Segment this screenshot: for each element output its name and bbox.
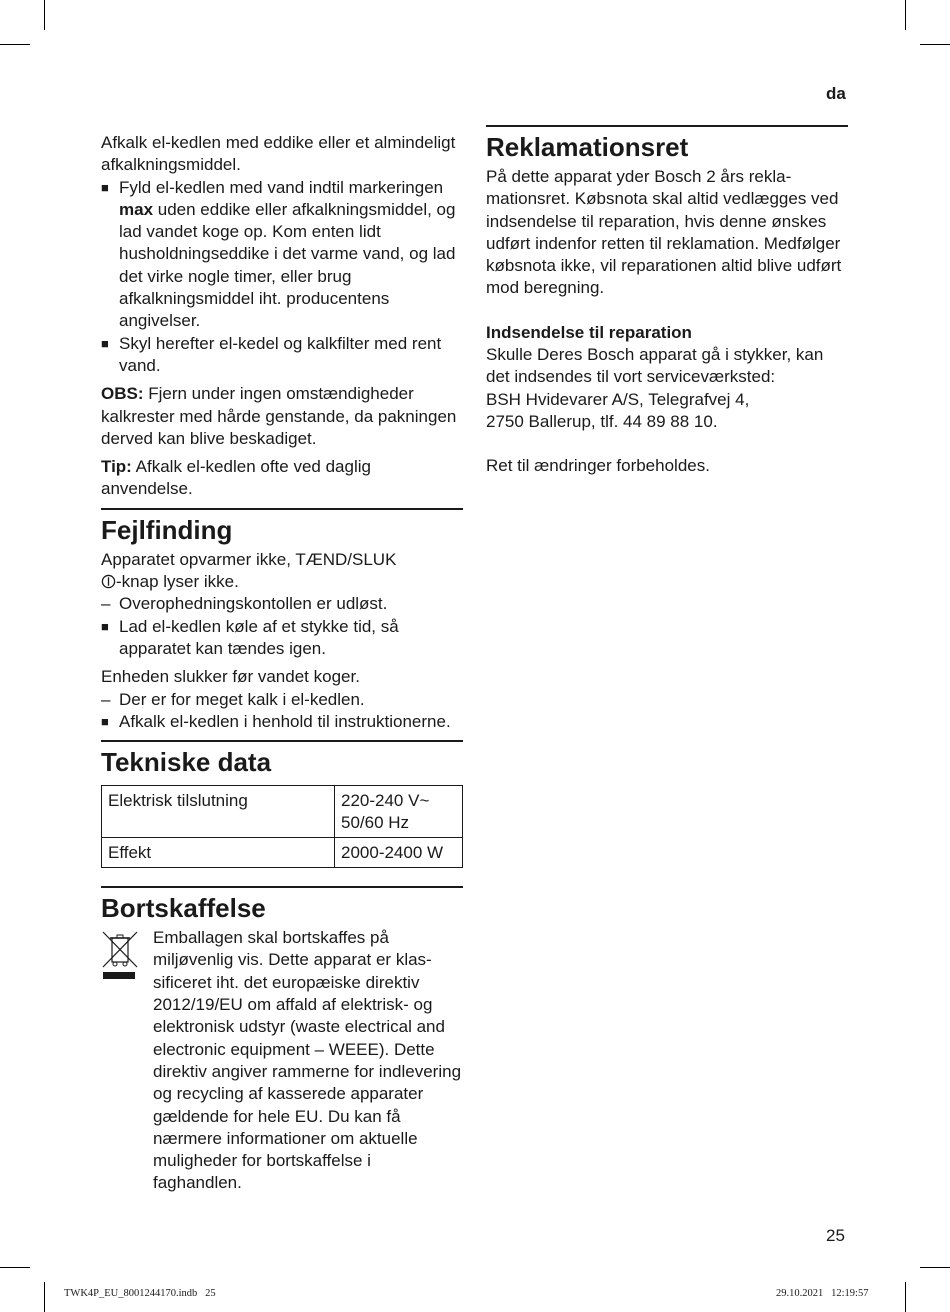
crop-mark [0,1267,30,1268]
sub-heading: Indsendelse til reparation [486,322,692,342]
page-number: 25 [826,1226,845,1245]
square-bullet-icon: ■ [101,713,109,729]
intro-text: Afkalk el-kedlen med eddike eller et almindeligt afkalkningsmiddel. [101,133,456,175]
square-bullet-icon: ■ [101,618,109,634]
crop-mark [905,0,906,30]
dash-bullet: – [101,689,111,709]
address-line: 2750 Ballerup, tlf. 44 89 88 10. [486,411,718,431]
table-row: Effekt 2000-2400 W [102,838,463,868]
crop-mark [920,1267,950,1268]
list-item: ■ Fyld el-kedlen med vand indtil markeringen max uden eddike eller afkalkningsmiddel, og lad vandet koge op. Kom enten lidt husholdningseddike i det varme vand, og lad det virke nogle timer, eller brug afkalkningsmiddel iht. producentens angivelser. [101,177,456,331]
list-item: ■ Skyl herefter el-kedel og kalkfilter med rent vand. [101,333,442,375]
footer-file: TWK4P_EU_8001244170.indb 25 [64,1288,216,1299]
section-heading-bortskaffelse: Bortskaffelse [101,886,463,923]
list-item: – Overophedningskontollen er udløst. [101,593,463,615]
section-heading-reklamationsret: Reklamationsret [486,125,848,162]
disposal-block [101,927,463,1195]
section-heading-tekniske-data: Tekniske data [101,740,463,777]
crop-mark [44,1282,45,1312]
crop-mark [920,44,950,45]
warranty-text: På dette apparat yder Bosch 2 års reklamationsret. Købsnota skal altid vedlægges ved indsendelse til reparation, hvis denne ønskes udført indenfor retten til reklamation. Medfølger købsnota ikke, vil reparationen altid blive udført mod beregning. [486,167,842,298]
footer-date: 29.10.2021 12:19:57 [776,1288,869,1299]
list-item: – Der er for meget kalk i el-kedlen. [101,689,463,711]
disposal-text: Emballagen skal bortskaffes på miljøvenlig vis. Dette apparat er klassificeret iht. det europæiske direktiv 2012/19/EU om affald af elektrisk- og elektronisk udstyr (waste electrical and electronic equipment – WEEE). Dette direktiv angiver rammerne for indlevering og recycling af kasserede apparater gældende for hele EU. Du kan få nærmere informationer om aktuelle muligheder for bortskaffelse i faghandlen. [153,928,462,1193]
square-bullet-icon: ■ [101,335,109,351]
crop-mark [905,1282,906,1312]
disclaimer-text: Ret til ændringer forbeholdes. [486,456,710,476]
fault-description: Enheden slukker før vandet koger. [101,667,360,687]
square-bullet-icon: ■ [101,179,109,195]
crossed-out-bin-icon [101,929,141,983]
repair-text: Skulle Deres Bosch apparat gå i stykker, kan det indsendes til vort serviceværksted: [486,345,824,387]
right-column [486,125,848,478]
crop-mark [0,44,30,45]
tip-note: Tip: Afkalk el-kedlen ofte ved daglig anvendelse. [101,457,371,499]
language-code: da [826,84,846,103]
section-heading-fejlfinding: Fejlfinding [101,508,463,545]
power-icon [101,572,116,591]
table-row: Elektrisk tilslutning 220-240 V~ 50/60 Hz [102,786,463,838]
address-line: BSH Hvidevarer A/S, Telegrafvej 4, [486,389,750,409]
list-item: ■ Lad el-kedlen køle af et stykke tid, så apparatet kan tændes igen. [101,616,399,658]
list-item: ■ Afkalk el-kedlen i henhold til instruktionerne. [101,711,463,733]
tech-data-table [101,785,463,868]
fault-description: Apparatet opvarmer ikke, TÆND/SLUK -knap lyser ikke. [101,549,397,592]
crop-mark [44,0,45,30]
obs-note: OBS: Fjern under ingen omstændigheder kalkrester med hårde genstande, da pakningen derved kan blive beskadiget. [101,384,457,448]
left-column [101,132,463,1195]
dash-bullet: – [101,594,111,614]
